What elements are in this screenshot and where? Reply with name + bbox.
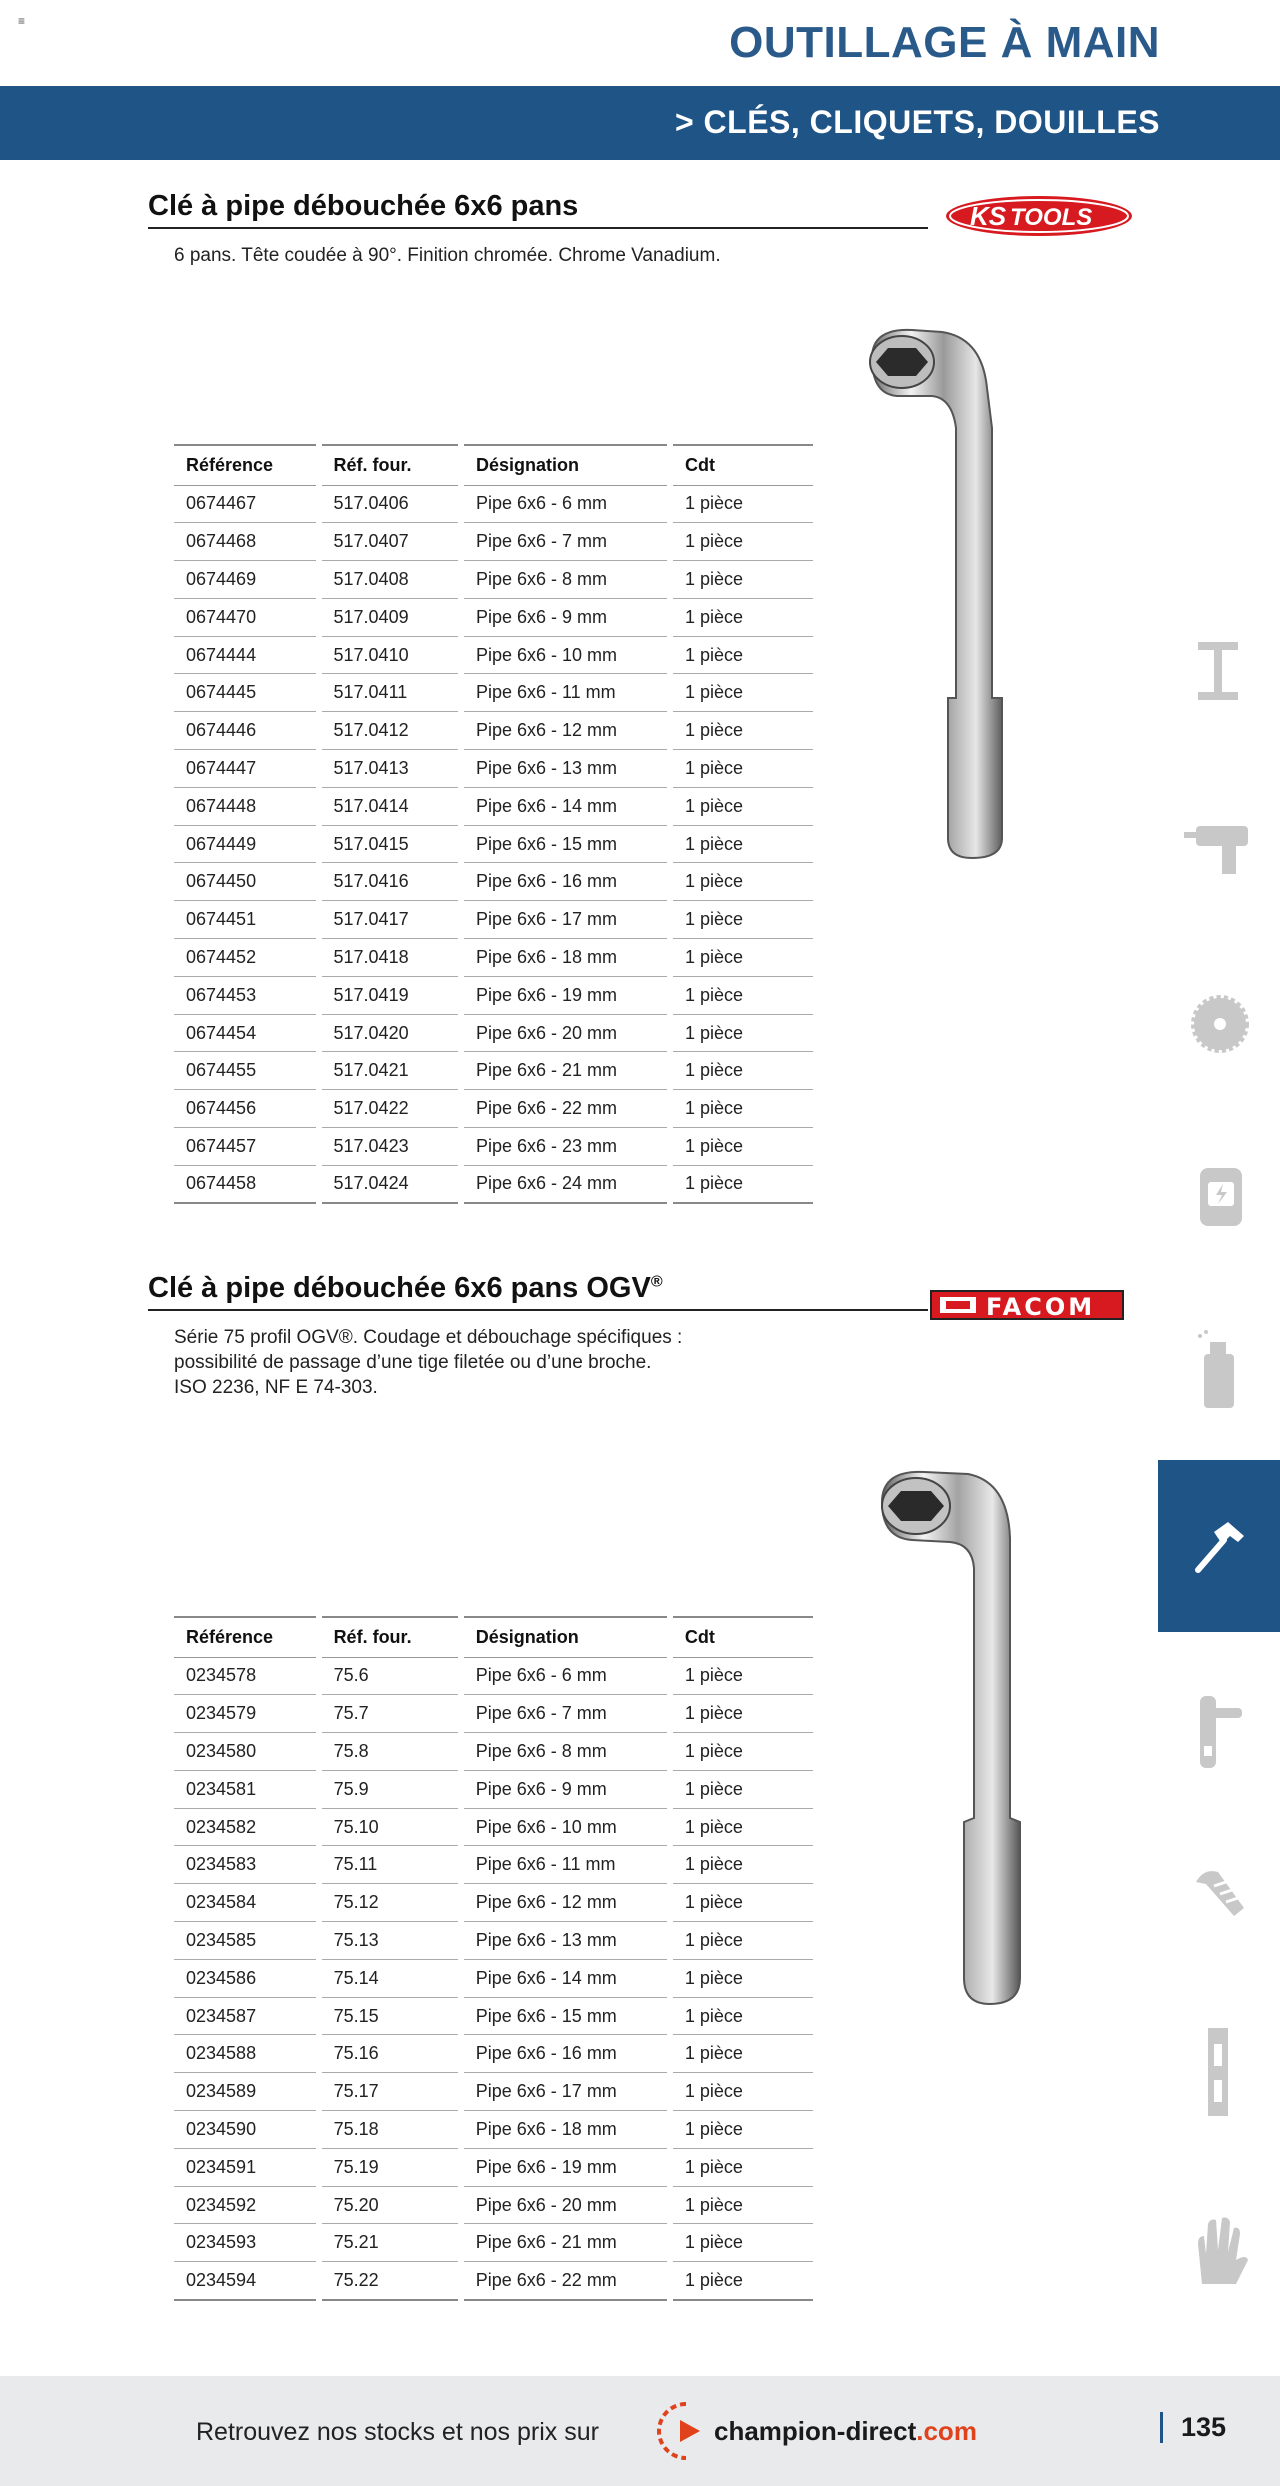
table-row <box>174 636 816 674</box>
glove-icon[interactable] <box>1188 2214 1252 2286</box>
designation-cell: Pipe 6x6 - 22 mm <box>461 1090 670 1128</box>
supplier-ref-cell: 517.0417 <box>319 901 461 939</box>
reference-cell: 0234593 <box>174 2224 319 2262</box>
screw-icon[interactable] <box>1190 1862 1250 1922</box>
description-line: ISO 2236, NF E 74-303. <box>174 1377 378 1398</box>
supplier-ref-cell: 517.0406 <box>319 485 461 523</box>
designation-cell: Pipe 6x6 - 16 mm <box>461 2035 670 2073</box>
packaging-cell: 1 pièce <box>670 485 816 523</box>
supplier-ref-cell: 517.0424 <box>319 1165 461 1203</box>
supplier-ref-cell: 75.11 <box>319 1846 461 1884</box>
electrical-box-icon[interactable] <box>1196 1164 1246 1230</box>
packaging-cell: 1 pièce <box>670 1128 816 1166</box>
packaging-cell: 1 pièce <box>670 1165 816 1203</box>
packaging-cell: 1 pièce <box>670 901 816 939</box>
table-row <box>174 1997 816 2035</box>
packaging-cell: 1 pièce <box>670 976 816 1014</box>
facom-logo <box>930 1290 1124 1320</box>
packaging-cell: 1 pièce <box>670 2111 816 2149</box>
designation-cell: Pipe 6x6 - 21 mm <box>461 2224 670 2262</box>
section-title-text: Clé à pipe débouchée 6x6 pans OGV <box>148 1272 651 1304</box>
table-row <box>174 2073 816 2111</box>
svg-text:KS: KS <box>970 201 1007 231</box>
reference-cell: 0674467 <box>174 485 319 523</box>
designation-cell: Pipe 6x6 - 20 mm <box>461 2186 670 2224</box>
supplier-ref-cell: 517.0407 <box>319 523 461 561</box>
hinge-icon[interactable] <box>1200 2024 1236 2120</box>
table-row <box>174 939 816 977</box>
reference-cell: 0234578 <box>174 1657 319 1695</box>
reference-cell: 0234591 <box>174 2148 319 2186</box>
ks-tools-logo <box>944 194 1134 238</box>
facom-pipe-wrench-image <box>868 1458 1058 2028</box>
reference-cell: 0674449 <box>174 825 319 863</box>
reference-cell: 0674455 <box>174 1052 319 1090</box>
designation-cell: Pipe 6x6 - 24 mm <box>461 1165 670 1203</box>
designation-cell: Pipe 6x6 - 10 mm <box>461 636 670 674</box>
packaging-cell: 1 pièce <box>670 1959 816 1997</box>
supplier-ref-cell: 75.20 <box>319 2186 461 2224</box>
registered-mark: ® <box>650 1273 663 1291</box>
table-row <box>174 523 816 561</box>
reference-cell: 0674468 <box>174 523 319 561</box>
designation-cell: Pipe 6x6 - 22 mm <box>461 2262 670 2300</box>
table-row <box>174 1014 816 1052</box>
packaging-cell: 1 pièce <box>670 1733 816 1771</box>
hammer-icon[interactable] <box>1190 1518 1246 1574</box>
designation-cell: Pipe 6x6 - 10 mm <box>461 1808 670 1846</box>
reference-table-facom <box>174 1616 819 2301</box>
designation-cell: Pipe 6x6 - 13 mm <box>461 1922 670 1960</box>
table-row <box>174 2148 816 2186</box>
brand-main: champion-direct <box>714 2416 917 2446</box>
supplier-ref-cell: 517.0415 <box>319 825 461 863</box>
packaging-cell: 1 pièce <box>670 1014 816 1052</box>
reference-cell: 0234592 <box>174 2186 319 2224</box>
table-row <box>174 1733 816 1771</box>
packaging-cell: 1 pièce <box>670 712 816 750</box>
designation-cell: Pipe 6x6 - 9 mm <box>461 598 670 636</box>
table-body <box>174 1657 816 2300</box>
reference-cell: 0674456 <box>174 1090 319 1128</box>
svg-text:TOOLS: TOOLS <box>1010 204 1093 231</box>
supplier-ref-cell: 517.0418 <box>319 939 461 977</box>
reference-cell: 0674445 <box>174 674 319 712</box>
table-row <box>174 825 816 863</box>
footer-text: Retrouvez nos stocks et nos prix sur <box>196 2418 599 2446</box>
table-row <box>174 1770 816 1808</box>
facom-logo-text: FACOM <box>986 1293 1096 1321</box>
supplier-ref-cell: 75.14 <box>319 1959 461 1997</box>
reference-cell: 0674454 <box>174 1014 319 1052</box>
table-header-row <box>174 445 816 485</box>
supplier-ref-cell: 75.6 <box>319 1657 461 1695</box>
designation-cell: Pipe 6x6 - 21 mm <box>461 1052 670 1090</box>
packaging-cell: 1 pièce <box>670 750 816 788</box>
table-row <box>174 2035 816 2073</box>
reference-cell: 0234582 <box>174 1808 319 1846</box>
packaging-cell: 1 pièce <box>670 598 816 636</box>
table-row <box>174 750 816 788</box>
table-row <box>174 1090 816 1128</box>
supplier-ref-cell: 517.0422 <box>319 1090 461 1128</box>
category-band <box>0 86 1280 160</box>
reference-cell: 0234581 <box>174 1770 319 1808</box>
column-header: Désignation <box>461 1617 670 1657</box>
supplier-ref-cell: 75.18 <box>319 2111 461 2149</box>
supplier-ref-cell: 75.16 <box>319 2035 461 2073</box>
reference-cell: 0234584 <box>174 1884 319 1922</box>
column-header: Réf. four. <box>319 445 461 485</box>
table-row <box>174 863 816 901</box>
reference-cell: 0234589 <box>174 2073 319 2111</box>
designation-cell: Pipe 6x6 - 14 mm <box>461 787 670 825</box>
ks-pipe-wrench-image <box>852 318 1032 878</box>
reference-cell: 0674452 <box>174 939 319 977</box>
designation-cell: Pipe 6x6 - 7 mm <box>461 1695 670 1733</box>
packaging-cell: 1 pièce <box>670 674 816 712</box>
supplier-ref-cell: 75.8 <box>319 1733 461 1771</box>
table-header-row <box>174 1617 816 1657</box>
drill-icon[interactable] <box>1182 822 1252 876</box>
column-header: Référence <box>174 445 319 485</box>
packaging-cell: 1 pièce <box>670 1997 816 2035</box>
column-header: Réf. four. <box>319 1617 461 1657</box>
column-header: Cdt <box>670 445 816 485</box>
packaging-cell: 1 pièce <box>670 636 816 674</box>
spray-can-icon[interactable] <box>1196 1328 1240 1410</box>
designation-cell: Pipe 6x6 - 15 mm <box>461 1997 670 2035</box>
table-row <box>174 1959 816 1997</box>
packaging-cell: 1 pièce <box>670 1922 816 1960</box>
champion-direct-link[interactable] <box>714 2416 977 2447</box>
designation-cell: Pipe 6x6 - 12 mm <box>461 712 670 750</box>
packaging-cell: 1 pièce <box>670 1846 816 1884</box>
reference-cell: 0234586 <box>174 1959 319 1997</box>
section-title <box>148 1272 928 1311</box>
table-row <box>174 1808 816 1846</box>
supplier-ref-cell: 517.0419 <box>319 976 461 1014</box>
reference-cell: 0234580 <box>174 1733 319 1771</box>
designation-cell: Pipe 6x6 - 19 mm <box>461 2148 670 2186</box>
packaging-cell: 1 pièce <box>670 787 816 825</box>
packaging-cell: 1 pièce <box>670 1808 816 1846</box>
supplier-ref-cell: 517.0413 <box>319 750 461 788</box>
packaging-cell: 1 pièce <box>670 561 816 599</box>
reference-cell: 0674458 <box>174 1165 319 1203</box>
supplier-ref-cell: 75.10 <box>319 1808 461 1846</box>
table-row <box>174 485 816 523</box>
description-line: possibilité de passage d’une tige filetée ou d’une broche. <box>174 1352 652 1373</box>
designation-cell: Pipe 6x6 - 8 mm <box>461 1733 670 1771</box>
page-number: 135 <box>1160 2412 1226 2443</box>
designation-cell: Pipe 6x6 - 6 mm <box>461 485 670 523</box>
reference-cell: 0674450 <box>174 863 319 901</box>
packaging-cell: 1 pièce <box>670 2262 816 2300</box>
product-section-ks <box>148 190 928 268</box>
packaging-cell: 1 pièce <box>670 825 816 863</box>
reference-cell: 0234594 <box>174 2262 319 2300</box>
reference-cell: 0674453 <box>174 976 319 1014</box>
reference-cell: 0234579 <box>174 1695 319 1733</box>
packaging-cell: 1 pièce <box>670 2224 816 2262</box>
packaging-cell: 1 pièce <box>670 1052 816 1090</box>
table-row <box>174 1128 816 1166</box>
beam-icon[interactable] <box>1196 640 1240 702</box>
facom-mark-icon <box>940 1297 976 1313</box>
table-row <box>174 2186 816 2224</box>
packaging-cell: 1 pièce <box>670 1090 816 1128</box>
table-row <box>174 1846 816 1884</box>
packaging-cell: 1 pièce <box>670 2035 816 2073</box>
table-row <box>174 1052 816 1090</box>
reference-cell: 0674444 <box>174 636 319 674</box>
reference-cell: 0234588 <box>174 2035 319 2073</box>
reference-table-ks <box>174 444 819 1204</box>
designation-cell: Pipe 6x6 - 12 mm <box>461 1884 670 1922</box>
supplier-ref-cell: 517.0408 <box>319 561 461 599</box>
saw-blade-icon[interactable] <box>1190 994 1250 1054</box>
packaging-cell: 1 pièce <box>670 1884 816 1922</box>
column-header: Cdt <box>670 1617 816 1657</box>
supplier-ref-cell: 517.0423 <box>319 1128 461 1166</box>
reference-cell: 0674457 <box>174 1128 319 1166</box>
table-row <box>174 1165 816 1203</box>
supplier-ref-cell: 517.0409 <box>319 598 461 636</box>
designation-cell: Pipe 6x6 - 13 mm <box>461 750 670 788</box>
supplier-ref-cell: 75.9 <box>319 1770 461 1808</box>
reference-cell: 0674447 <box>174 750 319 788</box>
table-row <box>174 561 816 599</box>
column-header: Désignation <box>461 445 670 485</box>
reference-cell: 0234583 <box>174 1846 319 1884</box>
supplier-ref-cell: 75.12 <box>319 1884 461 1922</box>
designation-cell: Pipe 6x6 - 9 mm <box>461 1770 670 1808</box>
designation-cell: Pipe 6x6 - 20 mm <box>461 1014 670 1052</box>
supplier-ref-cell: 75.15 <box>319 1997 461 2035</box>
designation-cell: Pipe 6x6 - 11 mm <box>461 1846 670 1884</box>
table-row <box>174 2262 816 2300</box>
supplier-ref-cell: 517.0414 <box>319 787 461 825</box>
table-row <box>174 976 816 1014</box>
table-row <box>174 2111 816 2149</box>
section-title: Clé à pipe débouchée 6x6 pans <box>148 190 928 229</box>
designation-cell: Pipe 6x6 - 11 mm <box>461 674 670 712</box>
supplier-ref-cell: 75.13 <box>319 1922 461 1960</box>
category-subtitle: > CLÉS, CLIQUETS, DOUILLES <box>674 104 1160 140</box>
supplier-ref-cell: 517.0416 <box>319 863 461 901</box>
packaging-cell: 1 pièce <box>670 2148 816 2186</box>
reference-cell: 0674469 <box>174 561 319 599</box>
page-title: OUTILLAGE À MAIN <box>729 18 1160 67</box>
table-row <box>174 1657 816 1695</box>
brand-suffix: .com <box>916 2416 977 2446</box>
designation-cell: Pipe 6x6 - 14 mm <box>461 1959 670 1997</box>
product-section-facom <box>148 1272 928 1400</box>
supplier-ref-cell: 75.17 <box>319 2073 461 2111</box>
table-row <box>174 712 816 750</box>
packaging-cell: 1 pièce <box>670 2186 816 2224</box>
reference-cell: 0234585 <box>174 1922 319 1960</box>
reference-cell: 0234587 <box>174 1997 319 2035</box>
reference-cell: 0674448 <box>174 787 319 825</box>
supplier-ref-cell: 517.0410 <box>319 636 461 674</box>
designation-cell: Pipe 6x6 - 18 mm <box>461 2111 670 2149</box>
play-arrow-icon <box>656 2400 716 2462</box>
designation-cell: Pipe 6x6 - 18 mm <box>461 939 670 977</box>
supplier-ref-cell: 517.0411 <box>319 674 461 712</box>
table-row <box>174 787 816 825</box>
menu-icon: ≡ <box>18 14 26 28</box>
footer <box>0 2376 1280 2486</box>
description-line: 6 pans. Tête coudée à 90°. Finition chromée. Chrome Vanadium. <box>174 245 721 266</box>
supplier-ref-cell: 517.0412 <box>319 712 461 750</box>
section-description <box>174 243 734 268</box>
designation-cell: Pipe 6x6 - 8 mm <box>461 561 670 599</box>
supplier-ref-cell: 75.19 <box>319 2148 461 2186</box>
designation-cell: Pipe 6x6 - 17 mm <box>461 2073 670 2111</box>
designation-cell: Pipe 6x6 - 6 mm <box>461 1657 670 1695</box>
description-line: Série 75 profil OGV®. Coudage et débouchage spécifiques : <box>174 1327 683 1348</box>
designation-cell: Pipe 6x6 - 23 mm <box>461 1128 670 1166</box>
packaging-cell: 1 pièce <box>670 2073 816 2111</box>
reference-cell: 0674451 <box>174 901 319 939</box>
packaging-cell: 1 pièce <box>670 1657 816 1695</box>
table-row <box>174 1884 816 1922</box>
supplier-ref-cell: 75.21 <box>319 2224 461 2262</box>
supplier-ref-cell: 75.22 <box>319 2262 461 2300</box>
table-row <box>174 674 816 712</box>
packaging-cell: 1 pièce <box>670 863 816 901</box>
section-description <box>174 1325 734 1400</box>
table-row <box>174 901 816 939</box>
supplier-ref-cell: 517.0420 <box>319 1014 461 1052</box>
column-header: Référence <box>174 1617 319 1657</box>
table-row <box>174 2224 816 2262</box>
supplier-ref-cell: 517.0421 <box>319 1052 461 1090</box>
reference-cell: 0234590 <box>174 2111 319 2149</box>
designation-cell: Pipe 6x6 - 15 mm <box>461 825 670 863</box>
packaging-cell: 1 pièce <box>670 523 816 561</box>
designation-cell: Pipe 6x6 - 16 mm <box>461 863 670 901</box>
packaging-cell: 1 pièce <box>670 1695 816 1733</box>
table-row <box>174 598 816 636</box>
packaging-cell: 1 pièce <box>670 1770 816 1808</box>
table-body <box>174 485 816 1203</box>
door-handle-icon[interactable] <box>1194 1692 1244 1772</box>
reference-cell: 0674470 <box>174 598 319 636</box>
table-row <box>174 1695 816 1733</box>
designation-cell: Pipe 6x6 - 19 mm <box>461 976 670 1014</box>
supplier-ref-cell: 75.7 <box>319 1695 461 1733</box>
designation-cell: Pipe 6x6 - 17 mm <box>461 901 670 939</box>
reference-cell: 0674446 <box>174 712 319 750</box>
table-row <box>174 1922 816 1960</box>
designation-cell: Pipe 6x6 - 7 mm <box>461 523 670 561</box>
packaging-cell: 1 pièce <box>670 939 816 977</box>
